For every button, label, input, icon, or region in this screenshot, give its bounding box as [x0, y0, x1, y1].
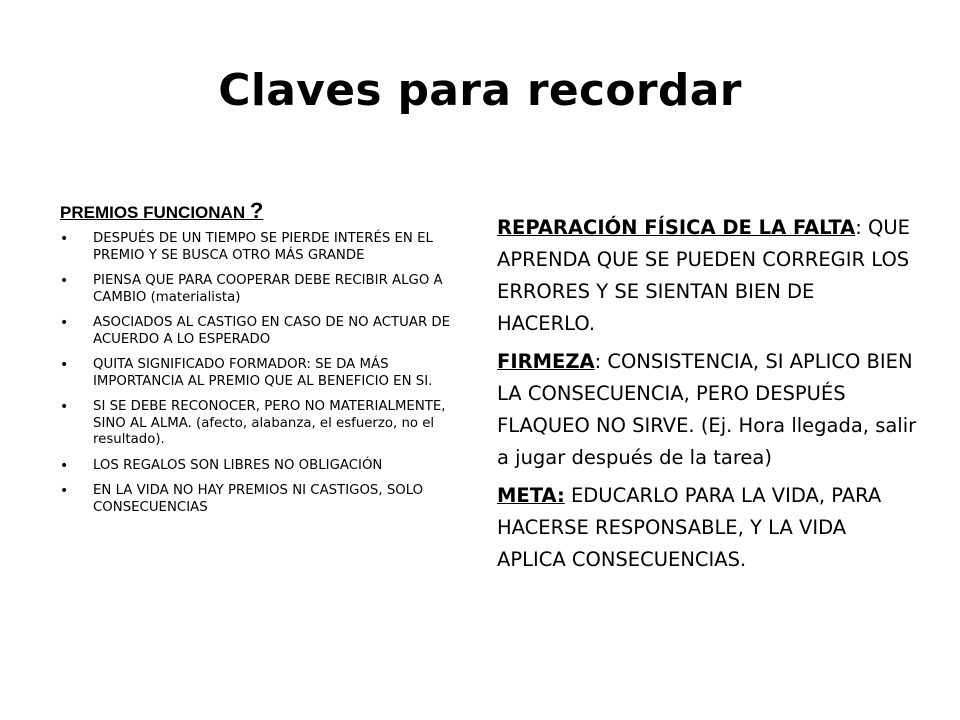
list-item [60, 273, 470, 306]
bullet-icon: • [60, 357, 69, 373]
list-item-text: QUITA SIGNIFICADO FORMADOR: SE DA MÁS IMPORTANCIA AL PREMIO QUE AL BENEFICIO EN SI. [93, 357, 433, 389]
paragraph-body: CONSISTENCIA, SI APLICO BIEN LA CONSECUENCIA, PERO DESPUÉS FLAQUEO NO SIRVE. (Ej. Hora llegada, salir a jugar después de la tarea) [497, 350, 917, 469]
left-heading-mark: ? [249, 198, 264, 223]
paragraph-body: EDUCARLO PARA LA VIDA, PARA HACERSE RESPONSABLE, Y LA VIDA APLICA CONSECUENCIAS. [497, 484, 882, 571]
left-column [60, 200, 470, 525]
left-heading [60, 200, 470, 224]
right-column [497, 212, 917, 582]
list-item-text: PIENSA QUE PARA COOPERAR DEBE RECIBIR ALGO A CAMBIO (materialista) [93, 273, 443, 305]
list-item-text: EN LA VIDA NO HAY PREMIOS NI CASTIGOS, SOLO CONSECUENCIAS [93, 483, 424, 515]
bullet-icon: • [60, 483, 69, 499]
list-item [60, 315, 470, 348]
bullet-list [60, 231, 470, 516]
list-item [60, 458, 470, 475]
paragraph-lead: REPARACIÓN FÍSICA DE LA FALTA [497, 216, 856, 239]
list-item-text: DESPUÉS DE UN TIEMPO SE PIERDE INTERÉS EN EL PREMIO Y SE BUSCA OTRO MÁS GRANDE [93, 231, 433, 263]
bullet-icon: • [60, 399, 69, 415]
bullet-icon: • [60, 273, 69, 289]
list-item [60, 399, 470, 449]
bullet-icon: • [60, 315, 69, 331]
paragraph-meta [497, 480, 917, 576]
bullet-icon: • [60, 457, 69, 474]
paragraph-lead: FIRMEZA [497, 350, 595, 373]
left-heading-text: PREMIOS FUNCIONAN [60, 203, 246, 222]
list-item-text: ASOCIADOS AL CASTIGO EN CASO DE NO ACTUAR DE ACUERDO A LO ESPERADO [93, 315, 451, 347]
list-item [60, 483, 470, 516]
bullet-icon: • [60, 231, 69, 247]
paragraph-lead: META: [497, 484, 565, 507]
paragraph-firmeza [497, 346, 917, 474]
slide-title: Claves para recordar [218, 65, 742, 116]
list-item [60, 357, 470, 390]
list-item-text: LOS REGALOS SON LIBRES NO OBLIGACIÓN [93, 457, 383, 473]
list-item-text: SI SE DEBE RECONOCER, PERO NO MATERIALMENTE, SINO AL ALMA. (afecto, alabanza, el esfuerzo, no el resultado). [93, 399, 446, 447]
paragraph-body: QUE APRENDA QUE SE PUEDEN CORREGIR LOS ERRORES Y SE SIENTAN BIEN DE HACERLO. [497, 216, 910, 335]
paragraph-separator: : [855, 216, 862, 239]
paragraph-reparacion [497, 212, 917, 340]
paragraph-separator: : [594, 350, 602, 373]
list-item [60, 231, 470, 264]
